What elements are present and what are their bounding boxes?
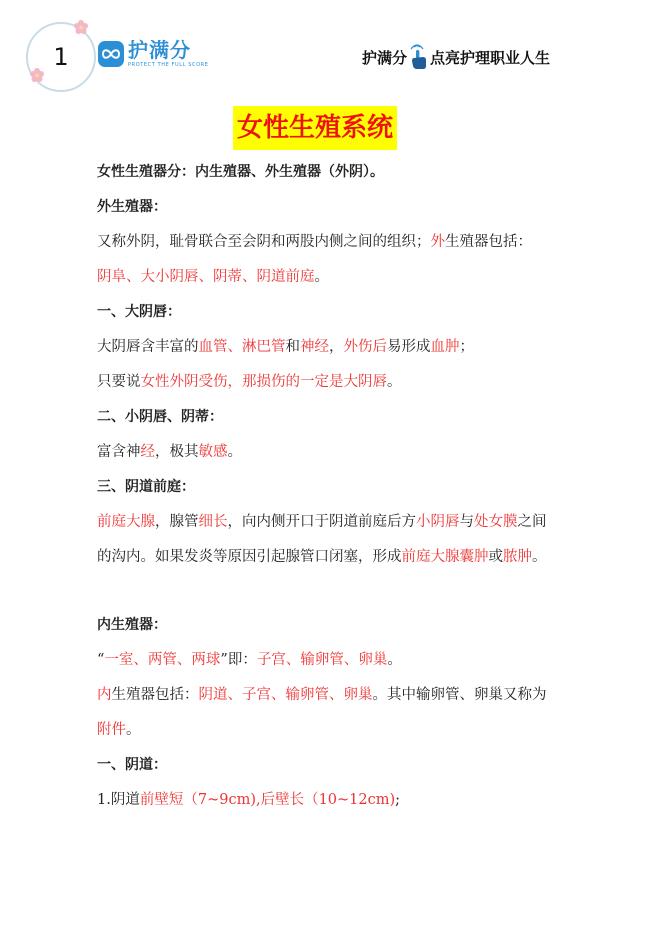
body-paragraph xyxy=(97,260,557,295)
text-span: 内生殖器： xyxy=(97,617,167,633)
text-span: ，极其 xyxy=(155,444,199,460)
text-span: 又称外阴，耻骨联合至会阴和两股内侧之间的组织； xyxy=(97,234,431,250)
slogan-brand: 护满分 xyxy=(361,48,407,67)
text-span: 。其中输卵管、卵巢又称为 xyxy=(372,687,547,703)
text-span: 女性生殖器分：内生殖器、外生殖器（外阴）。 xyxy=(97,164,384,180)
text-span: ”即： xyxy=(220,652,257,668)
body-paragraph xyxy=(97,225,557,260)
text-span: ，向内侧开口于阴道前庭后方 xyxy=(227,514,416,530)
text-span: 生殖器包括： xyxy=(445,234,532,250)
pointing-hand-icon xyxy=(408,44,430,70)
highlighted-text: 脓肿 xyxy=(503,549,532,565)
body-paragraph xyxy=(97,330,557,365)
page-number-badge xyxy=(26,22,96,92)
text-span: 。 xyxy=(126,722,141,738)
highlighted-text: 血肿 xyxy=(430,339,460,355)
text-span: 一、大阴唇： xyxy=(97,304,181,320)
highlighted-text: 血管、淋巴管 xyxy=(198,339,286,355)
text-span: 外生殖器： xyxy=(97,199,167,215)
text-span: 。 xyxy=(387,652,402,668)
text-span: 与 xyxy=(459,514,474,530)
section-heading xyxy=(97,295,557,330)
highlighted-text: 子宫、输卵管、卵巢 xyxy=(256,652,388,668)
body-paragraph xyxy=(97,643,557,678)
body-paragraph xyxy=(97,783,557,818)
brand-logo xyxy=(98,40,208,68)
body-paragraph xyxy=(97,678,557,748)
text-span: 大阴唇含丰富的 xyxy=(97,339,199,355)
header-slogan xyxy=(362,44,550,70)
text-span: 。 xyxy=(532,549,547,565)
flower-icon xyxy=(30,68,44,82)
section-heading xyxy=(97,400,557,435)
highlighted-text: 细长 xyxy=(198,514,228,530)
section-heading xyxy=(97,748,557,783)
text-span: 二、小阴唇、阴蒂： xyxy=(97,409,223,425)
highlighted-text: 一室、两管、两球 xyxy=(104,652,221,668)
logo-tagline: PROTECT THE FULL SCORE xyxy=(128,62,209,68)
highlighted-text: 小阴唇 xyxy=(416,514,460,530)
spacer xyxy=(97,575,557,608)
text-span: ； xyxy=(459,339,474,355)
text-span: 富含神 xyxy=(97,444,141,460)
text-span: 。 xyxy=(387,374,402,390)
text-span: 1.阴道 xyxy=(97,792,140,808)
text-span: 。 xyxy=(314,269,329,285)
section-heading xyxy=(97,190,557,225)
text-span: 一、阴道： xyxy=(97,757,167,773)
text-span: 只要说 xyxy=(97,374,141,390)
logo-name: 护满分 xyxy=(128,38,191,62)
highlighted-text: 经 xyxy=(140,444,155,460)
text-span: 和 xyxy=(285,339,300,355)
highlighted-text: 神经 xyxy=(300,339,329,355)
text-span: 。 xyxy=(227,444,242,460)
text-span: ; xyxy=(395,792,401,808)
highlighted-text: 敏感 xyxy=(198,444,228,460)
highlighted-text: 阴道、子宫、输卵管、卵巢 xyxy=(198,687,373,703)
document-body xyxy=(97,155,557,818)
text-span: 三、阴道前庭： xyxy=(97,479,195,495)
body-paragraph xyxy=(97,435,557,470)
text-span: 或 xyxy=(488,549,503,565)
body-paragraph xyxy=(97,505,557,575)
text-span: “ xyxy=(97,652,105,668)
highlighted-text: 外 xyxy=(430,234,445,250)
highlighted-text: 内 xyxy=(97,687,112,703)
text-span: 之间的沟内。如果发炎等原因引起腺管口闭塞，形成 xyxy=(97,514,547,565)
highlighted-text: 女性外阴受伤，那损伤的一定是大阴唇 xyxy=(140,374,387,390)
section-heading xyxy=(97,155,557,190)
highlighted-text: 外伤后 xyxy=(343,339,387,355)
highlighted-text: 前壁短（7~9cm),后壁长（10~12cm) xyxy=(139,792,396,808)
slogan-text: 点亮护理职业人生 xyxy=(429,48,550,67)
highlighted-text: 阴阜、大小阴唇、阴蒂、阴道前庭 xyxy=(97,269,315,285)
text-span: ， xyxy=(329,339,344,355)
text-span: ，腺管 xyxy=(155,514,199,530)
highlighted-text: 前庭大腺 xyxy=(97,514,155,530)
flower-icon xyxy=(74,20,88,34)
highlighted-text: 附件 xyxy=(97,722,126,738)
text-span: 生殖器包括： xyxy=(111,687,199,703)
section-heading xyxy=(97,608,557,643)
page-title: 女性生殖系统 xyxy=(233,106,397,150)
page-number: 1 xyxy=(53,43,69,71)
highlighted-text: 前庭大腺囊肿 xyxy=(401,549,489,565)
highlighted-text: 处女膜 xyxy=(474,514,518,530)
body-paragraph xyxy=(97,365,557,400)
infinity-logo-icon xyxy=(98,41,124,67)
text-span: 易形成 xyxy=(387,339,431,355)
section-heading xyxy=(97,470,557,505)
